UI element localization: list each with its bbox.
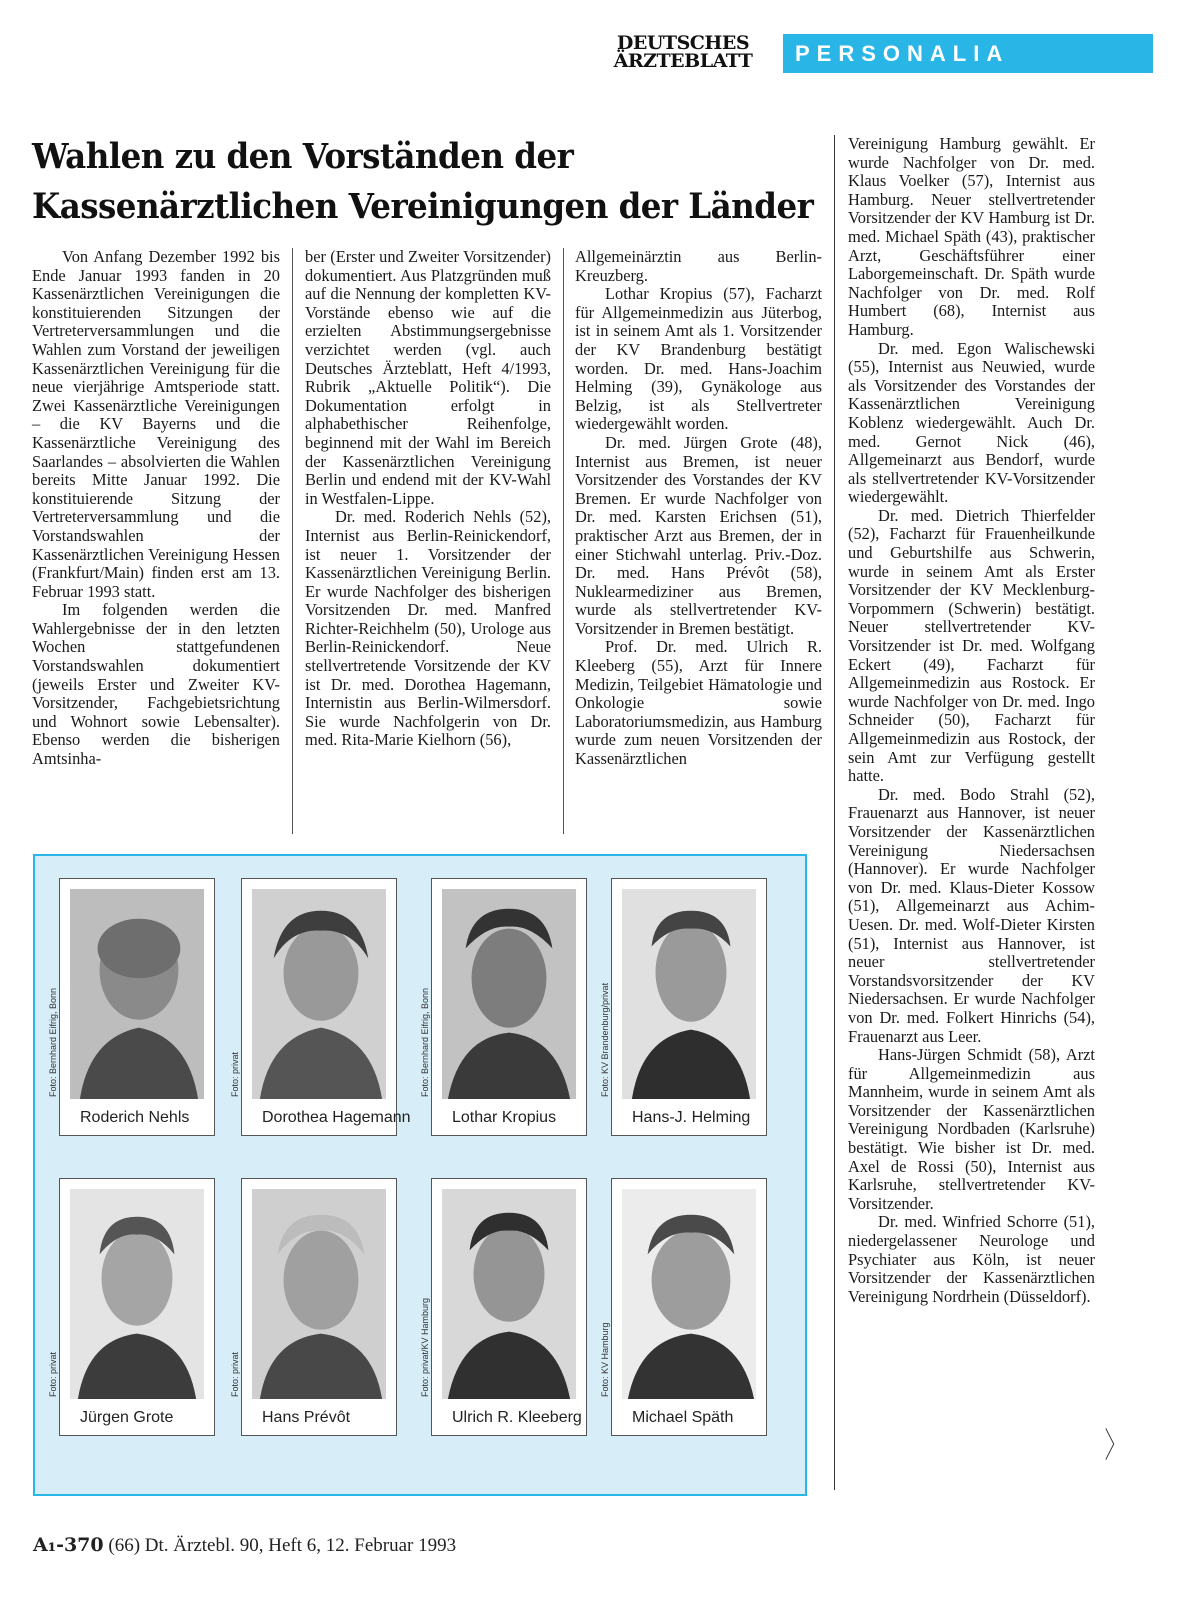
photo-credit: Foto: privat	[230, 1351, 240, 1397]
paragraph: Dr. med. Jürgen Grote (48), Internist aus Bremen, ist neuer Vorsitzender des Vorstandes der KV Bremen. Er wurde Nachfolger von Dr. med. Karsten Erichsen (51), praktischer Arzt aus Bremen, der in einer Stichwahl unterlag. Priv.-Doz. Dr. med. Hans Prévôt (58), Nuklearmediziner aus Bremen, wurde als stellvertretender KV-Vorsitzender in Bremen bestätigt.	[575, 432, 822, 638]
photo-caption: Ulrich R. Kleeberg	[452, 1409, 582, 1426]
portrait-image	[252, 889, 386, 1099]
masthead-line2: ÄRZTEBLATT	[613, 50, 753, 72]
photo-credit: Foto: KV Hamburg	[600, 1322, 610, 1397]
photo-caption: Hans Prévôt	[262, 1409, 351, 1426]
photo-gallery	[33, 854, 807, 1496]
column-rule	[834, 135, 835, 1490]
photo-credit: Foto: Bernhard Eifrig, Bonn	[420, 987, 430, 1097]
photo-caption: Roderich Nehls	[80, 1109, 190, 1126]
portrait-photo	[230, 878, 411, 1136]
paragraph: Dr. med. Egon Walischewski (55), Internist aus Neuwied, wurde als Vorsitzender des Vorstandes der Kassenärztlichen Vereinigung Koblenz wiedergewählt. Auch Dr. med. Gernot Nick (46), Allgemeinarzt aus Bendorf, wurde als stellvertretender KV-Vorsitzender wiedergewählt.	[848, 338, 1095, 507]
photo-caption: Michael Späth	[632, 1409, 734, 1426]
paragraph: ber (Erster und Zweiter Vorsitzender) dokumentiert. Aus Platzgründen muß auf die Nennung der kompletten KV-Vorstände ebenso wie auf die erzielten Abstimmungsergebnisse verzichtet werden (vgl. auch Deutsches Ärzteblatt, Heft 4/1993, Rubrik „Aktuelle Politik“). Die Dokumentation erfolgt in alphabethischer Reihenfolge, beginnend mit der Wahl im Bereich der Kassenärztlichen Vereinigung Berlin und endend mit der KV-Wahl in Westfalen-Lippe.	[305, 247, 551, 508]
masthead-line1: DEUTSCHES	[616, 32, 750, 54]
paragraph: Hans-Jürgen Schmidt (58), Arzt für Allgemeinmedizin aus Mannheim, wurde in seinem Amt als Vorsitzender der Kassenärztlichen Vereinigung Nordbaden (Karlsruhe) bestätigt. Wie bisher ist Dr. med. Axel de Rossi (50), Internist aus Karlsruhe, stellvertretender KV-Vorsitzender.	[848, 1045, 1095, 1213]
paragraph: Dr. med. Dietrich Thierfelder (52), Facharzt für Frauenheilkunde und Geburtshilfe aus Schwerin, wurde in seinem Amt als Erster Vorsitzender der KV Mecklenburg-Vorpommern (Schwerin) bestätigt. Neuer stellvertretender KV-Vorsitzender ist Dr. med. Wolfgang Eckert (49), Facharzt für Allgemeinmedizin aus Rostock. Er wurde Nachfolger von Dr. med. Ingo Schneider (50), Facharzt für Allgemeinmedizin aus Rostock, der sein Amt zur Verfügung gestellt hatte.	[848, 505, 1095, 786]
paragraph: Vereinigung Hamburg gewählt. Er wurde Nachfolger von Dr. med. Klaus Voelker (57), Internist aus Hamburg. Neuer stellvertretender Vorsitzender der KV Hamburg ist Dr. med. Michael Späth (43), praktischer Arzt, Geschäftsführer einer Laborgemeinschaft. Dr. Späth wurde Nachfolger von Dr. med. Rolf Humbert (68), Internist aus Hamburg.	[848, 134, 1095, 339]
photo-caption: Jürgen Grote	[80, 1409, 174, 1426]
portrait-photo	[600, 878, 767, 1136]
masthead-logo	[598, 34, 768, 70]
paragraph: Von Anfang Dezember 1992 bis Ende Januar 1993 fanden in 20 Kassenärztlichen Vereinigungen die konstituierenden Sitzungen der Vertreterversammlungen und die Wahlen zum Vorstand der jeweiligen Kassenärztlichen Vereinigung für die neue vierjährige Amtsperiode statt. Zwei Kassenärztliche Vereinigungen – die KV Bayerns und die Kassenärztliche Vereinigung des Saarlandes – absolvierten die Wahlen bereits Mitte Januar 1992. Die konstituierende Sitzung der Vertreterversammlung und die Vorstandswahlen der Kassenärztlichen Vereinigung Hessen (Frankfurt/Main) finden erst am 13. Februar 1993 statt.	[32, 247, 280, 601]
paragraph: Im folgenden werden die Wahlergebnisse der in den letzten Wochen stattgefundenen Vorstandswahlen dokumentiert (jeweils Erster und Zweiter KV-Vorsitzender, Fachgebietsrichtung und Wohnort sowie Lebensalter). Ebenso werden die bisherigen Amtsinha-	[32, 600, 280, 769]
photo-caption: Hans-J. Helming	[632, 1109, 751, 1126]
article-column-4	[848, 135, 1095, 1306]
paragraph: Lothar Kropius (57), Facharzt für Allgemeinmedizin aus Jüterbog, ist in seinem Amt als 1. Vorsitzender der KV Brandenburg bestätigt worden. Dr. med. Hans-Joachim Helming (39), Gynäkologe aus Belzig, ist als Stellvertreter wiedergewählt worden.	[575, 284, 822, 434]
portrait-photo	[420, 878, 587, 1136]
paragraph: Dr. med. Roderich Nehls (52), Internist aus Berlin-Reinickendorf, ist neuer 1. Vorsitzender der Kassenärztlichen Vereinigung Berlin. Er wurde Nachfolger des bisherigen Vorsitzenden Dr. med. Manfred Richter-Reichhelm (50), Urologe aus Berlin-Reinickendorf. Neue stellvertretende Vorsitzende der KV ist Dr. med. Dorothea Hagemann, Internistin aus Berlin-Wilmersdorf. Sie wurde Nachfolgerin von Dr. med. Rita-Marie Kielhorn (56),	[305, 507, 551, 750]
article-column-1	[32, 248, 280, 769]
photo-credit: Foto: privat	[230, 1051, 240, 1097]
portrait-image	[70, 889, 204, 1099]
portrait-photo	[600, 1178, 767, 1436]
photo-credit: Foto: privat	[48, 1351, 58, 1397]
article-column-3	[575, 248, 822, 769]
photo-caption: Lothar Kropius	[452, 1109, 557, 1126]
portrait-image	[622, 1189, 756, 1399]
portrait-image	[442, 889, 576, 1099]
paragraph: Allgemeinärztin aus Berlin-Kreuzberg.	[575, 247, 822, 285]
paragraph: Prof. Dr. med. Ulrich R. Kleeberg (55), Arzt für Innere Medizin, Teilgebiet Hämatologie und Onkologie sowie Laboratoriumsmedizin, aus Hamburg wurde zum neuen Vorsitzenden der Kassenärztlichen	[575, 637, 822, 769]
portrait-photo	[230, 1178, 397, 1436]
portrait-photo	[420, 1178, 587, 1436]
paragraph: Dr. med. Bodo Strahl (52), Frauenarzt aus Hannover, ist neuer Vorsitzender der Kassenärztlichen Vereinigung Niedersachsen (Hannover). Er wurde Nachfolger von Dr. med. Klaus-Dieter Kossow (51), Allgemeinarzt aus Achim-Uesen. Dr. med. Wolf-Dieter Kirsten (51), Internist aus Hannover, ist neuer stellvertretender Vorstandsvorsitzender der KV Niedersachsen. Er wurde Nachfolger von Dr. med. Folkert Hinrichs (54), Frauenarzt aus Leer.	[848, 784, 1095, 1046]
section-tag: PERSONALIA	[783, 34, 1153, 73]
photo-credit: Foto: KV Brandenburg/privat	[600, 982, 610, 1097]
headline	[32, 132, 814, 232]
page-number: A₁-370	[33, 1534, 104, 1556]
paragraph: Dr. med. Winfried Schorre (51), niedergelassener Neurologe und Psychiater aus Köln, ist neuer Vorsitzender der Kassenärztlichen Vereinigung Nordrhein (Düsseldorf).	[848, 1212, 1095, 1306]
portrait-photo	[48, 1178, 215, 1436]
headline-line1: Wahlen zu den Vorständen der	[32, 136, 574, 177]
portrait-image	[622, 889, 756, 1099]
portrait-image	[442, 1189, 576, 1399]
citation: (66) Dt. Ärztebl. 90, Heft 6, 12. Februar 1993	[108, 1535, 457, 1556]
portrait-image	[252, 1189, 386, 1399]
portrait-image	[70, 1189, 204, 1399]
continue-arrow-icon: 〉	[1104, 1426, 1126, 1466]
photo-credit: Foto: privat/KV Hamburg	[420, 1297, 430, 1397]
headline-line2: Kassenärztlichen Vereinigungen der Länder	[32, 186, 814, 227]
column-rule	[563, 248, 564, 834]
page-footer	[33, 1534, 456, 1557]
column-rule	[292, 248, 293, 834]
photo-caption: Dorothea Hagemann	[262, 1109, 411, 1126]
portrait-photo	[48, 878, 215, 1136]
photo-credit: Foto: Bernhard Eifrig, Bonn	[48, 987, 58, 1097]
article-column-2	[305, 248, 551, 750]
